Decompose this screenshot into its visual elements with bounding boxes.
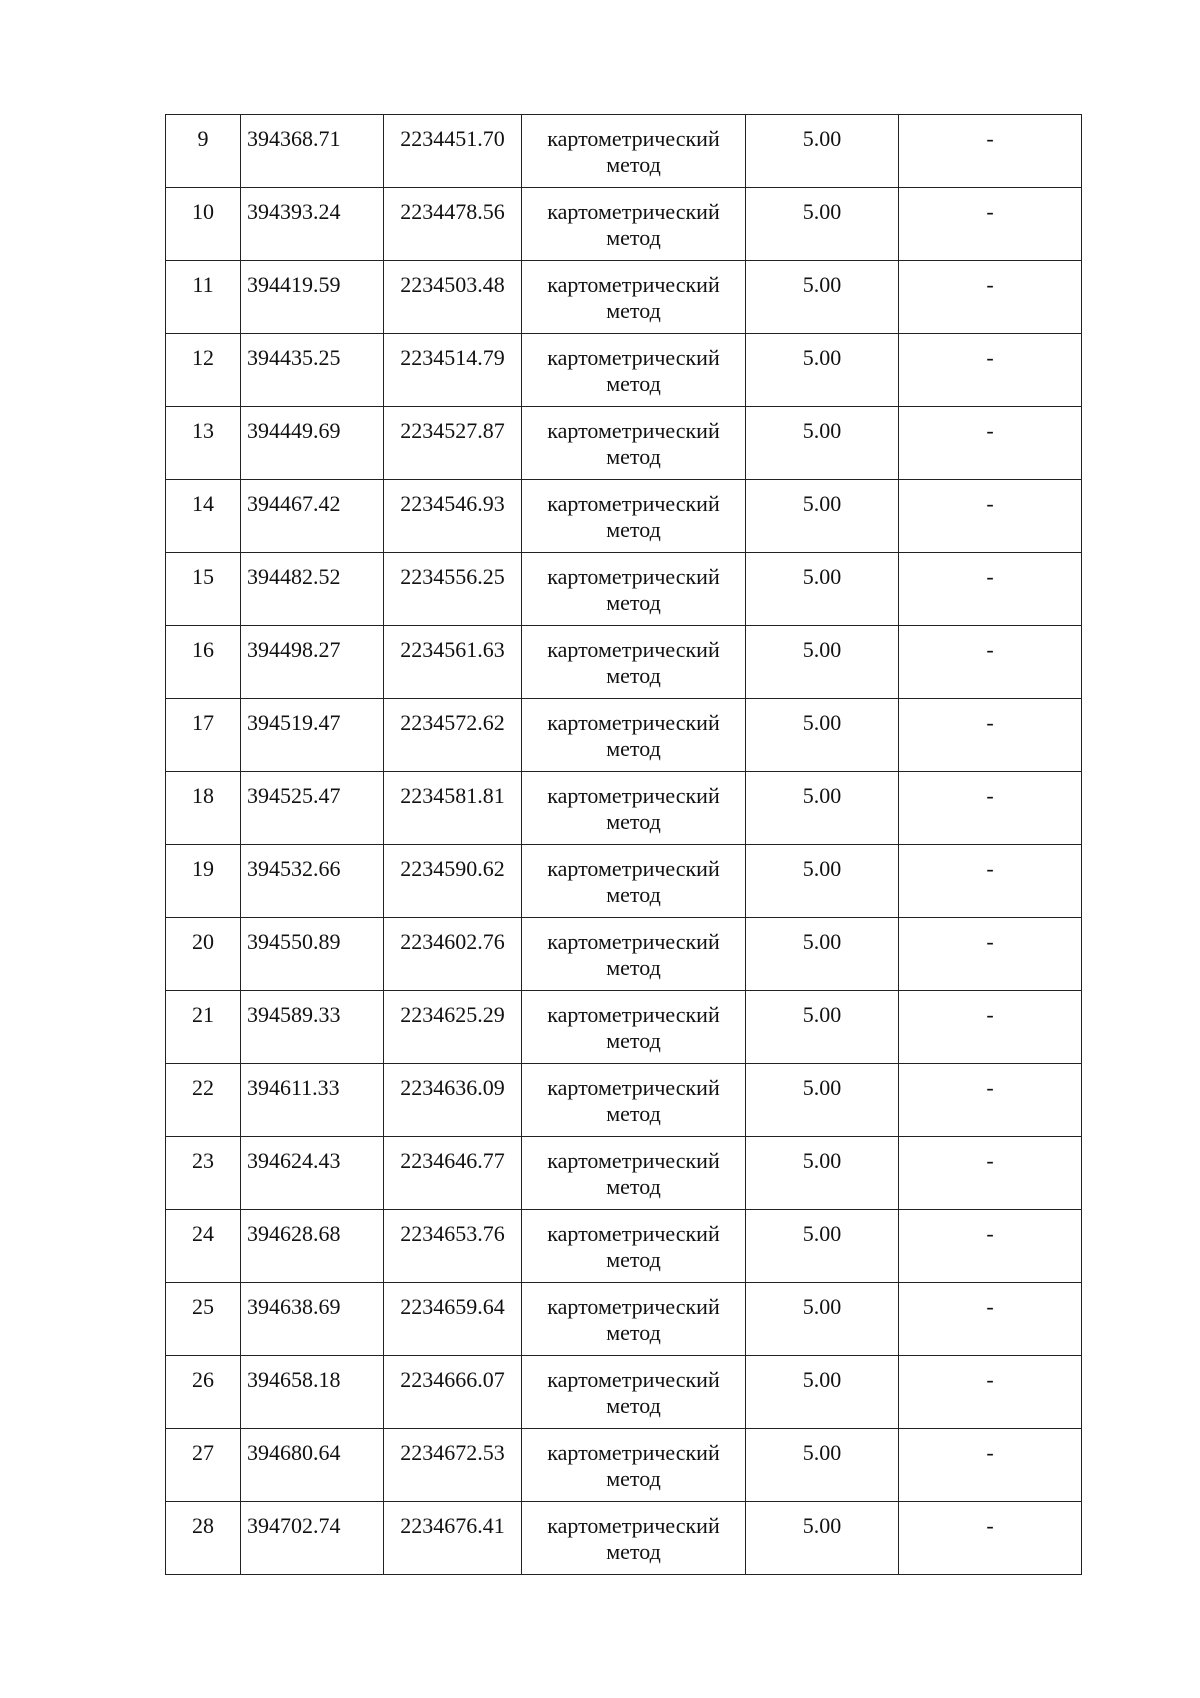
table-row	[166, 991, 1082, 1064]
note-cell: -	[899, 1356, 1082, 1429]
y-coordinate-cell: 2234646.77	[384, 1137, 522, 1210]
note-cell: -	[899, 1210, 1082, 1283]
table-row	[166, 261, 1082, 334]
method-cell: картометрический метод	[522, 1502, 746, 1575]
note-cell: -	[899, 480, 1082, 553]
note-cell: -	[899, 261, 1082, 334]
table-row	[166, 1137, 1082, 1210]
precision-cell: 5.00	[746, 334, 899, 407]
precision-cell: 5.00	[746, 407, 899, 480]
point-number-cell: 23	[166, 1137, 241, 1210]
table-row	[166, 553, 1082, 626]
point-number-cell: 18	[166, 772, 241, 845]
method-cell: картометрический метод	[522, 334, 746, 407]
point-number-cell: 14	[166, 480, 241, 553]
table-row	[166, 1429, 1082, 1502]
note-cell: -	[899, 334, 1082, 407]
point-number-cell: 26	[166, 1356, 241, 1429]
table-row	[166, 626, 1082, 699]
note-cell: -	[899, 1502, 1082, 1575]
y-coordinate-cell: 2234478.56	[384, 188, 522, 261]
note-cell: -	[899, 1429, 1082, 1502]
point-number-cell: 20	[166, 918, 241, 991]
table-row	[166, 1356, 1082, 1429]
x-coordinate-cell: 394532.66	[241, 845, 384, 918]
method-cell: картометрический метод	[522, 1283, 746, 1356]
point-number-cell: 13	[166, 407, 241, 480]
method-cell: картометрический метод	[522, 845, 746, 918]
point-number-cell: 10	[166, 188, 241, 261]
table-row	[166, 480, 1082, 553]
x-coordinate-cell: 394550.89	[241, 918, 384, 991]
method-cell: картометрический метод	[522, 261, 746, 334]
point-number-cell: 25	[166, 1283, 241, 1356]
point-number-cell: 11	[166, 261, 241, 334]
point-number-cell: 19	[166, 845, 241, 918]
y-coordinate-cell: 2234666.07	[384, 1356, 522, 1429]
note-cell: -	[899, 991, 1082, 1064]
x-coordinate-cell: 394680.64	[241, 1429, 384, 1502]
precision-cell: 5.00	[746, 991, 899, 1064]
point-number-cell: 12	[166, 334, 241, 407]
table-row	[166, 1210, 1082, 1283]
precision-cell: 5.00	[746, 553, 899, 626]
method-cell: картометрический метод	[522, 115, 746, 188]
precision-cell: 5.00	[746, 1502, 899, 1575]
table-row	[166, 845, 1082, 918]
y-coordinate-cell: 2234676.41	[384, 1502, 522, 1575]
table-row	[166, 1502, 1082, 1575]
y-coordinate-cell: 2234659.64	[384, 1283, 522, 1356]
method-cell: картометрический метод	[522, 991, 746, 1064]
y-coordinate-cell: 2234503.48	[384, 261, 522, 334]
precision-cell: 5.00	[746, 1356, 899, 1429]
x-coordinate-cell: 394611.33	[241, 1064, 384, 1137]
precision-cell: 5.00	[746, 845, 899, 918]
y-coordinate-cell: 2234672.53	[384, 1429, 522, 1502]
method-cell: картометрический метод	[522, 1210, 746, 1283]
x-coordinate-cell: 394702.74	[241, 1502, 384, 1575]
precision-cell: 5.00	[746, 115, 899, 188]
coordinates-table-body	[166, 115, 1082, 1575]
y-coordinate-cell: 2234636.09	[384, 1064, 522, 1137]
table-row	[166, 334, 1082, 407]
x-coordinate-cell: 394624.43	[241, 1137, 384, 1210]
note-cell: -	[899, 553, 1082, 626]
point-number-cell: 28	[166, 1502, 241, 1575]
x-coordinate-cell: 394638.69	[241, 1283, 384, 1356]
y-coordinate-cell: 2234602.76	[384, 918, 522, 991]
precision-cell: 5.00	[746, 1210, 899, 1283]
method-cell: картометрический метод	[522, 407, 746, 480]
y-coordinate-cell: 2234590.62	[384, 845, 522, 918]
table-row	[166, 1064, 1082, 1137]
table-row	[166, 699, 1082, 772]
point-number-cell: 16	[166, 626, 241, 699]
x-coordinate-cell: 394435.25	[241, 334, 384, 407]
y-coordinate-cell: 2234581.81	[384, 772, 522, 845]
precision-cell: 5.00	[746, 772, 899, 845]
x-coordinate-cell: 394589.33	[241, 991, 384, 1064]
precision-cell: 5.00	[746, 480, 899, 553]
note-cell: -	[899, 115, 1082, 188]
y-coordinate-cell: 2234561.63	[384, 626, 522, 699]
precision-cell: 5.00	[746, 261, 899, 334]
method-cell: картометрический метод	[522, 918, 746, 991]
x-coordinate-cell: 394393.24	[241, 188, 384, 261]
point-number-cell: 17	[166, 699, 241, 772]
y-coordinate-cell: 2234527.87	[384, 407, 522, 480]
note-cell: -	[899, 1137, 1082, 1210]
method-cell: картометрический метод	[522, 1429, 746, 1502]
precision-cell: 5.00	[746, 1064, 899, 1137]
table-row	[166, 407, 1082, 480]
precision-cell: 5.00	[746, 1283, 899, 1356]
method-cell: картометрический метод	[522, 480, 746, 553]
y-coordinate-cell: 2234546.93	[384, 480, 522, 553]
note-cell: -	[899, 845, 1082, 918]
x-coordinate-cell: 394368.71	[241, 115, 384, 188]
y-coordinate-cell: 2234572.62	[384, 699, 522, 772]
note-cell: -	[899, 699, 1082, 772]
table-row	[166, 115, 1082, 188]
note-cell: -	[899, 626, 1082, 699]
x-coordinate-cell: 394467.42	[241, 480, 384, 553]
y-coordinate-cell: 2234451.70	[384, 115, 522, 188]
point-number-cell: 21	[166, 991, 241, 1064]
table-row	[166, 188, 1082, 261]
note-cell: -	[899, 407, 1082, 480]
table-row	[166, 918, 1082, 991]
method-cell: картометрический метод	[522, 1137, 746, 1210]
precision-cell: 5.00	[746, 1429, 899, 1502]
method-cell: картометрический метод	[522, 772, 746, 845]
x-coordinate-cell: 394658.18	[241, 1356, 384, 1429]
method-cell: картометрический метод	[522, 188, 746, 261]
point-number-cell: 27	[166, 1429, 241, 1502]
y-coordinate-cell: 2234625.29	[384, 991, 522, 1064]
y-coordinate-cell: 2234514.79	[384, 334, 522, 407]
y-coordinate-cell: 2234556.25	[384, 553, 522, 626]
table-row	[166, 1283, 1082, 1356]
method-cell: картометрический метод	[522, 1064, 746, 1137]
note-cell: -	[899, 1283, 1082, 1356]
x-coordinate-cell: 394519.47	[241, 699, 384, 772]
x-coordinate-cell: 394628.68	[241, 1210, 384, 1283]
method-cell: картометрический метод	[522, 626, 746, 699]
precision-cell: 5.00	[746, 1137, 899, 1210]
note-cell: -	[899, 918, 1082, 991]
precision-cell: 5.00	[746, 699, 899, 772]
point-number-cell: 9	[166, 115, 241, 188]
method-cell: картометрический метод	[522, 1356, 746, 1429]
point-number-cell: 24	[166, 1210, 241, 1283]
note-cell: -	[899, 1064, 1082, 1137]
point-number-cell: 15	[166, 553, 241, 626]
precision-cell: 5.00	[746, 918, 899, 991]
table-row	[166, 772, 1082, 845]
x-coordinate-cell: 394498.27	[241, 626, 384, 699]
x-coordinate-cell: 394482.52	[241, 553, 384, 626]
method-cell: картометрический метод	[522, 699, 746, 772]
x-coordinate-cell: 394419.59	[241, 261, 384, 334]
precision-cell: 5.00	[746, 188, 899, 261]
note-cell: -	[899, 188, 1082, 261]
point-number-cell: 22	[166, 1064, 241, 1137]
method-cell: картометрический метод	[522, 553, 746, 626]
precision-cell: 5.00	[746, 626, 899, 699]
coordinates-table	[165, 114, 1082, 1575]
y-coordinate-cell: 2234653.76	[384, 1210, 522, 1283]
x-coordinate-cell: 394525.47	[241, 772, 384, 845]
note-cell: -	[899, 772, 1082, 845]
x-coordinate-cell: 394449.69	[241, 407, 384, 480]
